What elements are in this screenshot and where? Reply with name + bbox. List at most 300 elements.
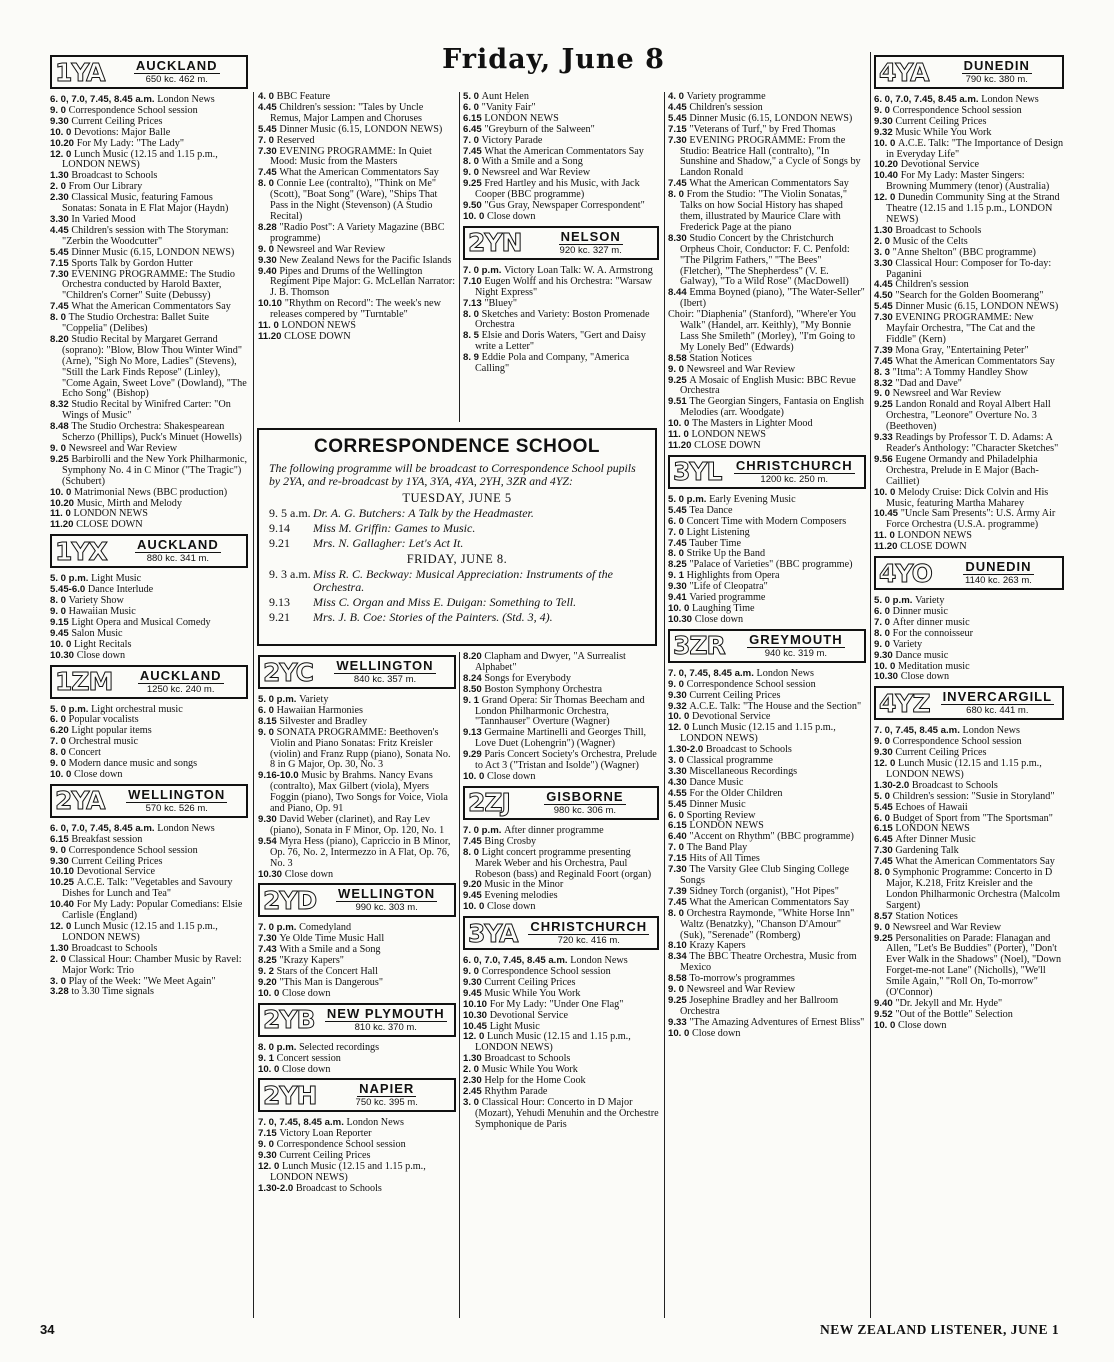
program-entry: 9. 1 Highlights from Opera — [668, 570, 780, 582]
program-time: 9. 0 — [874, 388, 893, 400]
program-entry: 9.30 Dance music — [874, 649, 949, 661]
program-list — [50, 95, 248, 531]
program-entry: 9.20 Music in the Minor — [463, 879, 564, 891]
program-entry: 10.10 Devotional Service — [50, 866, 156, 878]
program-time: 9.40 — [258, 265, 280, 277]
program-time: 10. 0 — [668, 1027, 693, 1039]
program-entry: 7.30 EVENING PROGRAMME: The Studio Orchestra conducted by Harold Baxter, "Children's Corner" Suite (Debussy) — [50, 268, 236, 302]
program-entry: 3.30 Classical Hour: Composer for To-day: Paganini — [874, 257, 1052, 280]
program-entry: 8. 5 Elsie and Doris Waters, "Gert and Daisy write a Letter" — [463, 330, 646, 353]
station-header-2zj — [463, 786, 659, 820]
program-time: 9. 0 — [668, 984, 687, 996]
program-entry: 8.58 Station Notices — [668, 352, 752, 364]
program-time: 10. 0 — [874, 137, 899, 149]
program-entry: 8.10 Krazy Kapers — [668, 940, 746, 952]
correspondence-description: Mrs. N. Gallagher: Let's Act It. — [313, 536, 464, 550]
program-time: 6. 0 — [463, 101, 482, 113]
program-time: 7.15 — [668, 123, 690, 135]
program-time: 8. 5 — [463, 330, 482, 342]
program-entry: 8. 0 Concert — [50, 747, 101, 759]
station-city: WELLINGTON — [128, 786, 226, 802]
program-time: 8. 0 — [463, 846, 482, 858]
program-time: 7.15 — [668, 853, 690, 865]
program-time: 10.10 — [463, 998, 490, 1010]
station-frequency: 790 kc. 380 m. — [965, 74, 1028, 85]
station-header-1zm — [50, 665, 248, 699]
program-time: 4.55 — [668, 787, 690, 799]
program-time: 12. 0 — [258, 1161, 283, 1173]
program-entry: 9. 0 Newsreel and War Review — [258, 243, 386, 255]
program-time: 9. 0 — [463, 966, 482, 978]
station-city: NAPIER — [359, 1081, 415, 1097]
program-list — [258, 695, 456, 880]
program-time: 10.20 — [50, 497, 77, 509]
program-time: 11. 0 — [258, 320, 282, 332]
program-time: 8.32 — [50, 399, 72, 411]
program-entry: 9. 0 Modern dance music and songs — [50, 758, 198, 770]
station-frequency: 750 kc. 395 m. — [355, 1097, 418, 1109]
program-entry: 9.30 Current Ceiling Prices — [463, 976, 576, 988]
program-time: 9.25 — [874, 399, 896, 411]
program-entry: 11. 0 LONDON NEWS — [874, 530, 972, 542]
program-time: 6.15 — [668, 820, 690, 832]
program-time: 2.30 — [463, 1075, 485, 1087]
program-entry: 8.20 Studio Recital by Margaret Gerrand (soprano): "Blow, Blow Thou Winter Wind" (Arne), "Sigh No More, Ladies" (Stevens), "Still the Lark Finds Repose" (Linley), "Come Again, Sweet Love" (Dowland), "The Echo Song" (Bishop) — [50, 333, 247, 400]
program-entry: 10.10 For My Lady: "Under One Flag" — [463, 998, 624, 1010]
program-time: 7.39 — [668, 885, 690, 897]
station-city: DUNEDIN — [963, 58, 1030, 73]
program-time: 8. 0 — [50, 595, 69, 607]
program-time: 5.45 — [258, 123, 280, 135]
program-entry: 5. 0 p.m. Light orchestral music — [50, 703, 183, 715]
program-entry: 2.30 Classical Music, featuring Famous Sonatas: Sonata in E Flat Major (Haydn) — [50, 192, 229, 215]
column-4 — [668, 92, 866, 1318]
program-entry: 6.15 LONDON NEWS — [874, 823, 970, 835]
program-entry: 8. 3 "Itma": A Tommy Handley Show — [874, 366, 1028, 378]
program-time: 8. 0 — [463, 308, 482, 320]
program-entry: 8. 0 From the Studio: "The Violin Sonatas," Talks on how Social History has shaped them, illustrated by Maurice Clare with Frederick Page at the piano — [668, 189, 847, 233]
station-city: CHRISTCHURCH — [735, 457, 853, 473]
program-entry: 2. 0 From Our Library — [50, 181, 143, 193]
program-entry: 9. 0 Newsreel and War Review — [50, 443, 178, 454]
program-entry: 5. 0 p.m. Early Evening Music — [668, 493, 796, 505]
program-time: 11. 0 — [50, 508, 74, 520]
program-time: 7.30 — [50, 268, 72, 280]
station-header-4yo — [874, 556, 1064, 590]
program-entry: 7. 0 The Band Play — [668, 842, 748, 854]
program-time: 9.30 — [874, 115, 896, 127]
station-header-2yn — [463, 226, 659, 260]
program-entry: 6. 0 Dinner music — [874, 605, 948, 617]
program-time: 7. 0 — [50, 736, 69, 748]
program-entry: 2. 0 Music While You Work — [463, 1064, 578, 1076]
program-entry: 7.43 With a Smile and a Song — [258, 944, 381, 956]
program-list — [463, 826, 659, 913]
program-time: 7.13 — [463, 297, 485, 309]
program-time: 2.30 — [50, 192, 72, 204]
station-header-4yz — [874, 686, 1064, 720]
program-entry: 6.45 After Dinner Music — [874, 834, 976, 846]
program-time: 12. 0 — [668, 722, 693, 734]
program-time: 9.32 — [874, 126, 896, 138]
program-time: 8.34 — [668, 951, 690, 963]
program-entry: 12. 0 Dunedin Community Sing at the Strand Theatre (12.15 and 1.15 p.m., LONDON NEWS) — [874, 192, 1060, 225]
program-time: 9.25 — [874, 932, 896, 944]
program-time: 1.30 — [463, 1053, 485, 1065]
program-time: 9. 0 — [50, 844, 69, 856]
program-entry: 4.45 Children's session: "Tales by Uncle Remus, Major Lampen and Choruses — [258, 101, 424, 124]
program-list — [463, 652, 659, 783]
program-time: 1.30 — [50, 942, 72, 954]
program-list — [874, 95, 1064, 553]
program-entry: 8.57 Station Notices — [874, 910, 958, 922]
program-time: 4. 0 — [668, 92, 687, 102]
correspondence-description: Dr. A. G. Butchers: A Talk by the Headmaster. — [313, 506, 534, 520]
program-time: 12. 0 — [463, 1031, 488, 1043]
program-time: 3. 0 — [874, 246, 893, 258]
program-time: 8. 0 — [50, 312, 69, 324]
station-city: AUCKLAND — [137, 537, 219, 553]
program-entry: 9. 0 Correspondence School session — [463, 966, 611, 978]
program-time: 8. 0 — [668, 907, 687, 919]
program-time: 4.45 — [258, 101, 280, 113]
program-entry: 7.45 What the American Commentators Say — [463, 145, 644, 157]
program-entry: 4.45 Children's session with The Storyman: "Zerbin the Woodcutter" — [50, 224, 229, 247]
program-entry: 8. 0 Connie Lee (contralto), "Think on Me" (Scott), "Boat Song" (Ware), "Ships That Pass in the Night (Stevenson) (A Studio Recital) — [258, 178, 438, 222]
program-entry: 7.15 Hits of All Times — [668, 853, 760, 865]
program-time: 2. 0 — [50, 953, 69, 965]
program-list — [668, 495, 866, 626]
program-entry: 5. 0 Children's session: "Susie in Storyland" — [874, 790, 1055, 802]
program-entry: 9.30 Current Ceiling Prices — [50, 115, 163, 127]
program-entry: 5.45 Tea Dance — [668, 504, 733, 516]
program-entry: 8.30 Studio Concert by the Christchurch Orpheus Choir, Conductor: F. C. Penfold: "The Pilgrim Fathers," "The Bees" (Fletcher), "The Shepherdess" (V. E. Galway), "To a Wild Rose" (MacDowell) — [668, 232, 850, 288]
program-entry: 10.30 Close down — [668, 613, 744, 625]
program-time: 5. 0 p.m. — [50, 703, 92, 715]
program-entry: 9.52 "Out of the Bottle" Selection — [874, 1008, 1013, 1020]
station-call-sign: 3YA — [468, 918, 518, 948]
station-header-4ya — [874, 55, 1064, 89]
station-city: GREYMOUTH — [749, 631, 843, 647]
station-frequency: 840 kc. 357 m. — [353, 674, 417, 685]
program-time: 9.30 — [463, 976, 485, 988]
program-entry: 5. 0 Aunt Helen — [463, 92, 529, 102]
program-time: 7.45 — [463, 835, 485, 847]
program-time: 9. 0 — [258, 726, 277, 738]
program-time: 9.29 — [463, 749, 485, 761]
program-time: 3.28 — [50, 986, 72, 998]
correspondence-school-box — [257, 428, 657, 646]
program-time: 10. 0 — [258, 1063, 283, 1075]
program-time: 9.33 — [874, 432, 896, 444]
program-entry: 12. 0 Lunch Music (12.15 and 1.15 p.m., LONDON NEWS) — [463, 1031, 631, 1054]
program-time: 9. 0 — [258, 243, 277, 255]
program-entry: 9.51 The Georgian Singers, Fantasia on English Melodies (arr. Woodgate) — [668, 396, 865, 419]
program-time: 9.30 — [258, 254, 280, 266]
program-entry: 9.13 Germaine Martinelli and Georges Thill, Love Duet (Lohengrin") (Wagner) — [463, 727, 647, 750]
program-entry: 9. 1 Grand Opera: Sir Thomas Beecham and London Philharmonic Orchestra, "Tannhauser" Overture (Wagner) — [463, 694, 645, 728]
program-entry: 2.45 Rhythm Parade — [463, 1086, 548, 1097]
program-entry: 10.20 For My Lady: "The Lady" — [50, 137, 185, 149]
program-time: 9.20 — [258, 976, 280, 988]
station-header-3ya — [463, 916, 659, 950]
program-entry: 7. 0 Orchestral music — [50, 736, 138, 748]
program-entry: 5.45-6.0 Dance Interlude — [50, 584, 154, 596]
program-entry: 5.45 Dinner Music (6.15, LONDON NEWS) — [874, 301, 1059, 313]
program-time: 9.52 — [874, 1008, 896, 1020]
program-time: 8. 0 — [258, 178, 277, 190]
program-time: 9. 0 — [668, 363, 687, 375]
program-time: 9.50 — [463, 200, 485, 212]
station-city: CHRISTCHURCH — [530, 919, 648, 935]
program-entry: 8.50 Boston Symphony Orchestra — [463, 683, 603, 695]
program-entry: 7.30 EVENING PROGRAMME: In Quiet Mood: Music from the Masters — [258, 145, 432, 168]
program-entry: 10.40 For My Lady: Popular Comedians: Elsie Carlisle (England) — [50, 899, 243, 922]
correspondence-time: 9.21 — [269, 610, 290, 624]
program-time: 6. 0, 7.0, 7.45, 8.45 a.m. — [50, 94, 158, 105]
program-time: 7.43 — [258, 944, 280, 956]
program-entry: 9.40 "Dr. Jekyll and Mr. Hyde" — [874, 997, 1003, 1009]
program-list — [50, 705, 248, 781]
correspondence-item — [269, 568, 645, 594]
station-frequency: 810 kc. 370 m. — [354, 1021, 417, 1033]
program-entry: 9.41 Varied programme — [668, 592, 766, 604]
column-rule — [253, 92, 254, 1318]
station-frequency: 650 kc. 462 m. — [145, 74, 208, 85]
program-time: 9. 0 — [50, 443, 69, 454]
program-time: 9.13 — [463, 727, 485, 739]
program-entry: 7.45 What the American Commentators Say — [50, 301, 231, 313]
program-entry: 9.40 Pipes and Drums of the Wellington Regiment Pipe Major: G. McLellan Narrator: J. B. Thomson — [258, 265, 456, 299]
program-entry: 6.40 "Accent on Rhythm" (BBC programme) — [668, 831, 854, 843]
program-entry: 8. 0 Strike Up the Band — [668, 548, 766, 560]
program-entry: 8.48 The Studio Orchestra: Shakespearean Scherzo (Phillips), Puck's Minuet (Howells) — [50, 421, 242, 444]
program-entry: 8.32 Studio Recital by Winifred Carter: "On Wings of Music" — [50, 399, 231, 422]
program-time: 5. 0 p.m. — [668, 493, 710, 505]
program-time: 9. 0 — [463, 167, 482, 179]
program-time: 10.10 — [258, 298, 285, 310]
correspondence-description: Miss M. Griffin: Games to Music. — [313, 521, 476, 535]
program-entry: 8. 9 Eddie Pola and Company, "America Calling" — [463, 352, 630, 375]
program-entry: 10. 0 Devotions: Major Balle — [50, 126, 171, 138]
program-time: 6. 0, 7.0, 7.45, 8.45 a.m. — [874, 94, 982, 105]
program-list — [50, 574, 248, 661]
program-time: 5.45 — [668, 112, 690, 124]
program-time: 10.30 — [50, 649, 77, 661]
program-time: 10.45 — [874, 508, 901, 520]
program-entry: 8.24 Songs for Everybody — [463, 672, 571, 684]
program-time: 9. 0 — [50, 758, 69, 770]
program-entry: 9.16-10.0 Music by Brahms. Nancy Evans (contralto), Max Gilbert (viola), Myers Foggin (piano), Two Songs for Voice, Viola and Piano, Op. 91 — [258, 770, 448, 815]
program-entry: 3. 0 Classical Hour: Concerto in D Major (Mozart), Yehudi Menuhin and the Orchestre Symphonique de Paris — [463, 1096, 659, 1130]
station-call-sign: 4YA — [879, 57, 929, 87]
program-time: 10.30 — [258, 868, 285, 880]
program-time: 8.50 — [463, 683, 485, 695]
program-time: 1.30-2.0 — [874, 779, 912, 791]
program-entry: 9.33 Readings by Professor T. D. Adams: A Reader's Anthology: "Character Sketches" — [874, 432, 1059, 454]
program-time: 5.45 — [50, 246, 72, 258]
program-time: 6. 0 — [50, 714, 69, 726]
program-entry: 9. 0 Hawaiian Music — [50, 605, 136, 617]
program-time: 2. 0 — [874, 235, 893, 247]
column-5 — [874, 52, 1064, 1318]
station-call-sign: 2YD — [263, 885, 317, 915]
program-entry: 7.30 EVENING PROGRAMME: New Mayfair Orchestra, "The Cat and the Fiddle" (Kern) — [874, 312, 1035, 345]
program-time: 7. 0 p.m. — [463, 264, 505, 276]
program-entry: 6. 0 "Vanity Fair" — [463, 101, 536, 113]
program-time: 5. 0 — [874, 790, 893, 802]
program-entry: 9.30 "Life of Cleopatra" — [668, 581, 768, 593]
program-time: 8.28 — [258, 221, 280, 233]
program-time: 8. 0 — [50, 747, 69, 759]
program-time: 11. 0 — [874, 530, 898, 542]
program-entry: 10.10 "Rhythm on Record": The week's new releases compered by "Turntable" — [258, 298, 441, 321]
program-time: 6. 0, 7.0, 7.45, 8.45 a.m. — [463, 955, 571, 967]
station-frequency: 940 kc. 319 m. — [764, 647, 828, 659]
program-time: 4. 0 — [258, 92, 277, 102]
program-time: 9.33 — [668, 1016, 690, 1028]
program-entry: Choir: "Diaphenia" (Stanford), "Where'er You Walk" (Handel, arr. Keithly), "My Bonnie Lass She Smileth" (Morley), "I'm Going to My Lonely Bed" (Edwards) — [668, 309, 857, 353]
program-entry: 11. 0 LONDON NEWS — [668, 429, 766, 441]
program-entry: 7.45 What the American Commentators Say — [258, 167, 439, 179]
program-time: 8.48 — [50, 421, 72, 433]
station-header-2yd — [258, 883, 456, 917]
program-entry: 8.25 "Krazy Kapers" — [258, 955, 344, 967]
program-list — [874, 596, 1064, 683]
program-entry: 7. 0, 7.45, 8.45 a.m. London News — [668, 667, 814, 679]
program-time: 5. 0 p.m. — [50, 573, 92, 585]
station-call-sign: 1ZM — [55, 667, 113, 696]
program-entry: 9.30 Current Ceiling Prices — [668, 689, 781, 701]
program-time: 1.30 — [874, 224, 896, 236]
program-entry: 11.20 CLOSE DOWN — [668, 440, 761, 451]
program-time: 9.25 — [668, 994, 690, 1006]
station-call-sign: 2YB — [263, 1005, 315, 1035]
program-entry: 6. 0, 7.0, 7.45, 8.45 a.m. London News — [463, 955, 628, 967]
program-entry: 4.45 Children's session — [668, 101, 763, 113]
program-entry: 10. 0 Close down — [874, 1019, 947, 1031]
program-entry: 8. 0 Orchestra Raymonde, "White Horse Inn" Waltz (Benatzky), "Chanson D'Amour" (Suk), "Serenade" (Romberg) — [668, 907, 855, 941]
program-time: 9.51 — [668, 396, 690, 408]
program-entry: 9.15 Light Opera and Musical Comedy — [50, 616, 211, 628]
program-entry: 2.30 Help for the Home Cook — [463, 1075, 586, 1087]
program-time: 9.15 — [50, 616, 72, 628]
program-entry: 3. 0 Play of the Week: "We Meet Again" — [50, 975, 216, 987]
program-entry: 7.15 "Veterans of Turf," by Fred Thomas — [668, 123, 836, 135]
program-entry: 10.20 Devotional Service — [874, 159, 980, 171]
program-entry: 7. 0 p.m. After dinner programme — [463, 824, 604, 836]
program-time: 7.30 — [668, 864, 690, 876]
program-entry: 8.44 Emma Boyned (piano), "The Water-Seller" (Ibert) — [668, 287, 865, 310]
correspondence-school-title: CORRESPONDENCE SCHOOL — [313, 436, 601, 457]
program-time: 10. 0 — [463, 901, 488, 913]
program-time: 8.24 — [463, 672, 485, 684]
station-city: GISBORNE — [546, 788, 624, 804]
program-entry: 7.15 Victory Loan Reporter — [258, 1128, 372, 1140]
program-entry: 7.30 The Varsity Glee Club Singing College Songs — [668, 864, 850, 886]
program-time: 10. 0 — [668, 602, 693, 614]
program-time: 8.25 — [668, 559, 690, 571]
station-frequency: 680 kc. 441 m. — [966, 705, 1029, 717]
program-time: 8. 0 — [668, 189, 687, 201]
program-time: 9. 0 — [258, 1139, 277, 1151]
correspondence-item — [269, 537, 645, 550]
program-entry: 10. 0 Matrimonial News (BBC production) — [50, 486, 228, 498]
program-entry: 9.56 Eugene Ormandy and Philadelphia Orchestra, Prelude in E Major (Bach-Cailliet) — [874, 453, 1039, 487]
column-2-top — [258, 92, 456, 422]
program-entry: 10.30 Devotional Service — [463, 1009, 569, 1021]
program-entry: 7.45 What the American Commentators Say — [874, 355, 1055, 367]
program-time: 9. 0 — [50, 104, 69, 116]
program-entry: 12. 0 Lunch Music (12.15 and 1.15 p.m., LONDON NEWS) — [50, 921, 218, 943]
program-time: 8.32 — [874, 377, 896, 389]
column-rule — [459, 92, 460, 422]
program-time: 10.10 — [50, 866, 77, 878]
program-time: 8. 0 — [874, 867, 893, 879]
program-time: 7. 0 — [668, 526, 687, 538]
program-entry: 9.33 "The Amazing Adventures of Ernest Bliss" — [668, 1016, 865, 1028]
program-entry: 6. 0, 7.0, 7.45, 8.45 a.m. London News — [50, 94, 215, 105]
program-entry: 6. 0, 7.0, 7.45, 8.45 a.m. London News — [50, 822, 215, 834]
program-time: 6. 0 — [668, 515, 687, 527]
program-time: 6.15 — [50, 833, 72, 845]
program-entry: 4. 0 Variety programme — [668, 92, 766, 102]
program-time: 9.30 — [668, 581, 690, 593]
program-entry: 8.58 To-morrow's programmes — [668, 973, 795, 985]
program-entry: 8.15 Silvester and Bradley — [258, 715, 368, 727]
program-time: 10.30 — [668, 613, 695, 625]
program-entry: 2. 0 Classical Hour: Chamber Music by Ravel: Major Work: Trio — [50, 953, 242, 976]
program-entry: 6. 0 Popular vocalists — [50, 714, 139, 726]
program-time: 7. 0 — [258, 134, 277, 146]
program-entry: 10. 0 Meditation music — [874, 660, 970, 672]
program-time: 8.44 — [668, 287, 690, 299]
program-entry: 7.15 Sports Talk by Gordon Hutter — [50, 257, 193, 269]
program-time: 7. 0 — [463, 134, 482, 146]
program-time: 7. 0, 7.45, 8.45 a.m. — [874, 725, 963, 737]
program-entry: 6.20 Light popular items — [50, 725, 152, 737]
program-entry: 10.25 A.C.E. Talk: "Vegetables and Savoury Dishes for Lunch and Tea" — [50, 877, 233, 900]
program-entry: 8.28 "Radio Post": A Variety Magazine (BBC programme) — [258, 221, 445, 244]
column-1 — [50, 52, 248, 1318]
program-entry: 10. 0 Close down — [463, 770, 536, 782]
program-time: 9.30 — [258, 1150, 280, 1162]
program-entry: 9.29 Paris Concert Society's Orchestra, Prelude to Act 3 ("Tristan and Isolde") (Wagner) — [463, 749, 657, 772]
correspondence-items — [269, 568, 645, 624]
program-time: 9.20 — [463, 879, 485, 891]
station-call-sign: 2YC — [263, 657, 313, 687]
correspondence-item — [269, 611, 645, 624]
program-entry: 7. 0 p.m. Comedyland — [258, 922, 352, 934]
program-entry: 4.55 For the Older Children — [668, 787, 783, 799]
program-entry: 10. 0 Close down — [50, 768, 123, 780]
program-entry: 5.45 Dinner Music — [668, 798, 746, 810]
program-entry: 11.20 CLOSE DOWN — [258, 330, 351, 342]
program-time: 7.45 — [258, 167, 280, 179]
program-entry: 10. 0 Close down — [463, 901, 536, 913]
program-time: 10. 0 — [258, 987, 283, 999]
program-time: 7. 0 p.m. — [463, 824, 505, 836]
correspondence-time: 9. 3 a.m. — [269, 567, 311, 581]
program-entry: 9. 0 SONATA PROGRAMME: Beethoven's Violin and Piano Sonatas: Fritz Kreisler (violin) and Franz Rupp (piano), Sonata No. 8 in G Major, Op. 30, No. 3 — [258, 726, 451, 771]
station-call-sign: 2YA — [55, 786, 105, 816]
program-time: 9. 0 — [874, 638, 893, 650]
program-entry: 6. 0 Hawaiian Harmonies — [258, 704, 363, 716]
program-entry: 8. 0 Symphonic Programme: Concerto in D Major, K.218, Fritz Kreisler and the London Philharmonic Orchestra (Malcolm Sargent) — [874, 867, 1060, 911]
program-entry: 12. 0 Lunch Music (12.15 and 1.15 p.m., LONDON NEWS) — [258, 1161, 426, 1183]
program-time: 6.20 — [50, 725, 72, 737]
program-entry: 3.30 In Varied Mood — [50, 213, 136, 225]
